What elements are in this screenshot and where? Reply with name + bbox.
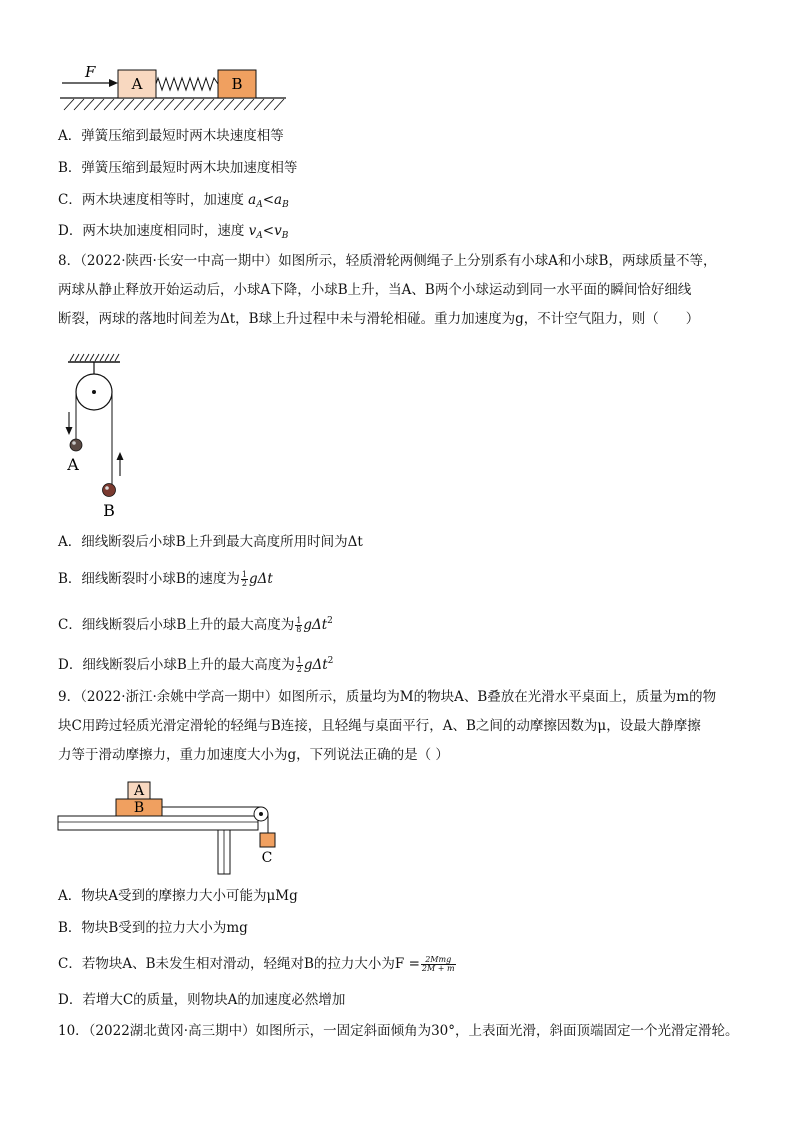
q7-option-d-text: D．两木块加速度相同时，速度: [58, 223, 245, 239]
q9-option-d-text: D．若增大C的质量，则物块A的加速度必然增加: [58, 992, 346, 1008]
q9-option-d: [58, 991, 345, 1009]
q9-option-c-text: C．若物块A、B未发生相对滑动，轻绳对B的拉力大小为F =: [58, 956, 420, 972]
q7-option-c-math: $a_A<a_B$: [248, 192, 289, 210]
q10-stem: [58, 1017, 748, 1046]
q7-option-c-text: C．两木块速度相等时，加速度: [58, 192, 244, 208]
q8-option-b-fraction: $\frac{1}{2}$: [241, 570, 247, 588]
ball-b-label: B: [103, 501, 115, 520]
q7-option-c: [58, 191, 289, 214]
q8-option-c-exponent: 2: [327, 616, 333, 626]
block-a-label: A: [133, 783, 145, 799]
q8-option-d-fraction: $\frac{1}{2}$: [296, 656, 302, 674]
spring: [156, 78, 218, 90]
q9-option-a: [58, 887, 298, 905]
q8-option-c-text: C．细线断裂后小球B上升的最大高度为: [58, 617, 295, 633]
q8-option-c-math: gΔt: [303, 617, 328, 633]
q8-option-b-text: B．细线断裂时小球B的速度为: [58, 571, 240, 587]
q9-option-b-text: B．物块B受到的拉力大小为mg: [58, 920, 248, 936]
q9-option-b: [58, 919, 248, 937]
q8-option-d-text: D．细线断裂后小球B上升的最大高度为: [58, 657, 295, 673]
q9-option-c-fraction: $\frac{\text{2Mmg}}{2M + m}$: [421, 955, 455, 973]
force-label: F: [85, 63, 96, 81]
q9-stem-line-3: 力等于滑动摩擦力，重力加速度大小为g，下列说法正确的是（ ）: [58, 747, 449, 763]
block-b-label: B: [231, 75, 243, 93]
block-a-label: A: [131, 75, 143, 93]
ball-b: [103, 484, 116, 497]
q8-option-a: [58, 533, 363, 551]
block-b-label: B: [133, 800, 145, 816]
q9-option-a-text: A．物块A受到的摩擦力大小可能为μMg: [58, 888, 298, 904]
q8-option-d-math: gΔt: [303, 657, 328, 673]
q9-stem: [58, 683, 748, 770]
q8-option-c: [58, 612, 333, 634]
q8-option-a-text: A．细线断裂后小球B上升到最大高度所用时间为Δt: [58, 534, 363, 550]
q8-stem-line-2: 两球从静止释放开始运动后，小球A下降，小球B上升，当A、B两个小球运动到同一水平面的瞬间恰好细线: [58, 282, 692, 298]
q7-option-a: [58, 127, 284, 145]
q7-figure: [58, 62, 290, 114]
q8-option-d-exponent: 2: [327, 656, 334, 666]
q9-option-c: [58, 955, 457, 973]
q7-option-b: [58, 159, 297, 177]
q8-option-b-math: gΔt: [248, 571, 273, 587]
q8-stem-line-3: 断裂，两球的落地时间差为Δt，B球上升过程中未与滑轮相碰。重力加速度为g，不计空气阻力，则（ ）: [58, 311, 700, 327]
q8-stem: [58, 247, 748, 334]
q7-option-a-text: A．弹簧压缩到最短时两木块速度相等: [58, 128, 284, 144]
q8-stem-line-1: 8．（2022·陕西·长安一中高一期中）如图所示，轻质滑轮两侧绳子上分别系有小球A和小球B，两球质量不等，: [58, 253, 717, 269]
ball-a: [70, 439, 82, 451]
q7-option-b-text: B．弹簧压缩到最短时两木块加速度相等: [58, 160, 298, 176]
q8-figure: [58, 352, 138, 520]
q8-option-d: [58, 652, 333, 674]
table-top: [58, 816, 258, 830]
q7-option-d: [58, 222, 288, 245]
q7-option-d-math: $v_A<v_B$: [248, 223, 289, 241]
q9-figure: [56, 778, 286, 878]
block-c: [260, 833, 275, 847]
q9-stem-line-2: 块C用跨过轻质光滑定滑轮的轻绳与B连接，且轻绳与桌面平行，A、B之间的动摩擦因数为μ，设最大静摩擦: [58, 718, 701, 734]
q10-stem-line-1: 10．（2022湖北黄冈·高三期中）如图所示，一固定斜面倾角为30°，上表面光滑，斜面顶端固定一个光滑定滑轮。: [58, 1023, 739, 1039]
q8-option-c-fraction: $\frac{1}{8}$: [296, 616, 302, 634]
block-c-label: C: [261, 850, 273, 866]
q9-stem-line-1: 9．（2022·浙江·余姚中学高一期中）如图所示，质量均为M的物块A、B叠放在光滑水平桌面上，质量为m的物: [58, 689, 717, 705]
ball-a-label: A: [67, 455, 79, 474]
q8-option-b: [58, 570, 273, 588]
